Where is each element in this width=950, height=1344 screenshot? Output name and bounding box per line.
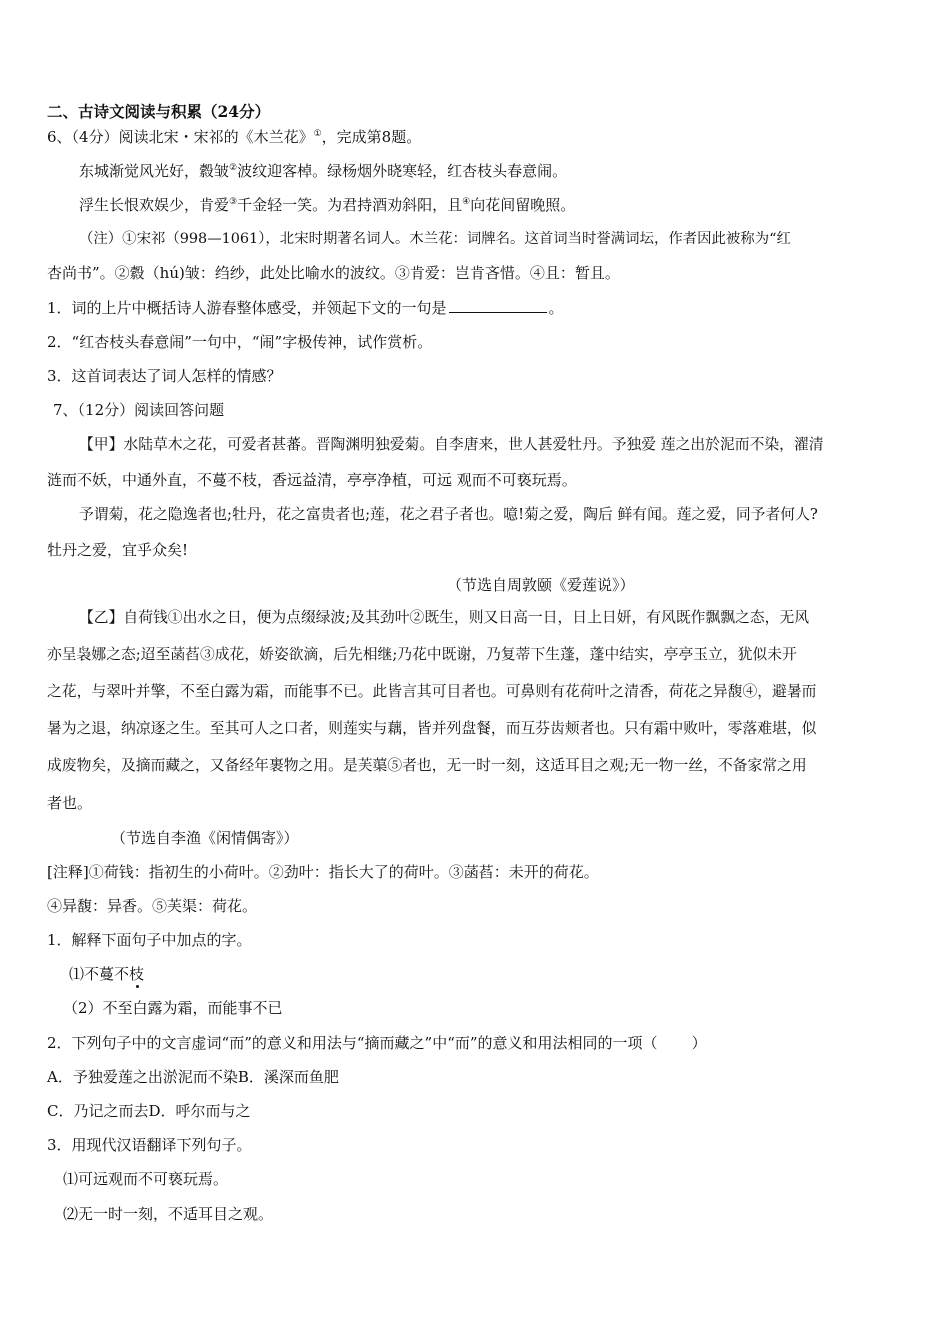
q7-note-line-1: [注释]①荷钱：指初生的小荷叶。②劲叶：指长大了的荷叶。③菡萏：未开的荷花。 — [47, 863, 599, 881]
jia-source: （节选自周敦颐《爱莲说》） — [447, 576, 635, 594]
q7-sub-1-item-1: ⑴不蔓不枝 — [69, 965, 145, 983]
dotted-char: 枝 — [129, 965, 145, 983]
q7-sub-3-item-1: ⑴可远观而不可亵玩焉。 — [63, 1170, 229, 1188]
jia-line-1: 【甲】水陆草木之花，可爱者甚蕃。晋陶渊明独爱菊。自李唐来，世人甚爱牡丹。予独爱 莲之出於泥而不染，濯清 — [79, 436, 824, 453]
q6-note-line-2: 杏尚书”。②縠（hú)皱：绉纱，此处比喻水的波纹。③肯爱：岂肯吝惜。④且：暂且。 — [47, 264, 620, 282]
q7-option-cd: C．乃记之而去D．呼尔而与之 — [47, 1102, 251, 1120]
q7-sub-1-item-2: （2）不至白露为霜，而能事不已 — [63, 999, 283, 1017]
yi-line-5: 成废物矣，及摘而藏之，又备经年裹物之用。是芙蕖⑤者也，无一时一刻，这适耳目之观;无一物一丝，不备家常之用 — [47, 757, 807, 774]
q6-sub-1: 1．词的上片中概括诗人游春整体感受，并领起下文的一句是 。 — [47, 299, 564, 317]
poem-line-1: 东城渐觉风光好，縠皱②波纹迎客棹。绿杨烟外晓寒轻，红杏枝头春意闹。 — [79, 162, 568, 180]
jia-line-3: 予谓菊，花之隐逸者也;牡丹，花之富贵者也;莲，花之君子者也。噫!菊之爱，陶后 鲜有闻。莲之爱，同予者何人? — [79, 506, 818, 523]
yi-line-3: 之花，与翠叶并擎，不至白露为霜，而能事不已。此皆言其可目者也。可鼻则有花荷叶之清香，荷花之异馥④，避暑而 — [47, 683, 817, 700]
yi-line-2: 亦呈袅娜之态;迢至菡萏③成花，娇姿欲滴，后先相继;乃花中既谢，乃复蒂下生蓬，蓬中结实，亭亭玉立，犹似未开 — [47, 646, 797, 663]
jia-line-4: 牡丹之爱，宜乎众矣! — [47, 541, 189, 559]
yi-line-4: 暑为之退，纳凉逐之生。至其可人之口者，则莲实与藕，皆并列盘餐，而互芬齿颊者也。只有霜中败叶，零落难堪，似 — [47, 720, 817, 737]
q7-sub-3-item-2: ⑵无一时一刻，不适耳目之观。 — [63, 1205, 274, 1223]
q7-heading: 7、（12分）阅读回答问题 — [53, 401, 225, 419]
q7-sub-2-title: 2．下列句子中的文言虚词“而”的意义和用法与“摘而藏之”中“而”的意义和用法相同的一项（ ） — [47, 1034, 707, 1052]
q7-sub-1-title: 1．解释下面句子中加点的字。 — [47, 931, 252, 949]
yi-line-1: 【乙】自荷钱①出水之日，便为点缀绿波;及其劲叶②既生，则又日高一日，日上日妍，有风既作飘飘之态，无风 — [79, 609, 810, 626]
yi-line-6: 者也。 — [47, 794, 93, 812]
q7-option-ab: A．予独爱莲之出淤泥而不染B．溪深而鱼肥 — [47, 1068, 339, 1086]
q6-sub-2: 2．“红杏枝头春意闹”一句中，“闹”字极传神，试作赏析。 — [47, 333, 433, 351]
q6-sub-3: 3．这首词表达了词人怎样的情感？ — [47, 367, 282, 385]
q7-sub-3-title: 3．用现代汉语翻译下列句子。 — [47, 1136, 252, 1154]
section-title: 二、古诗文阅读与积累（24分） — [47, 102, 271, 121]
jia-line-2: 涟而不妖，中通外直，不蔓不枝，香远益清，亭亭净植，可远 观而不可亵玩焉。 — [47, 471, 577, 489]
yi-source: （节选自李渔《闲情偶寄》） — [111, 829, 299, 847]
answer-blank[interactable] — [449, 298, 547, 313]
q7-note-line-2: ④异馥：异香。⑤芙渠：荷花。 — [47, 897, 258, 915]
q6-note-line-1: （注）①宋祁（998—1061），北宋时期著名词人。木兰花：词牌名。这首词当时誉满词坛，作者因此被称为“红 — [79, 231, 791, 247]
poem-line-2: 浮生长恨欢娱少，肯爱③千金轻一笑。为君持酒劝斜阳，且④向花间留晚照。 — [79, 196, 576, 214]
q6-heading: 6、（4分）阅读北宋・宋祁的《木兰花》①，完成第8题。 — [47, 128, 422, 146]
